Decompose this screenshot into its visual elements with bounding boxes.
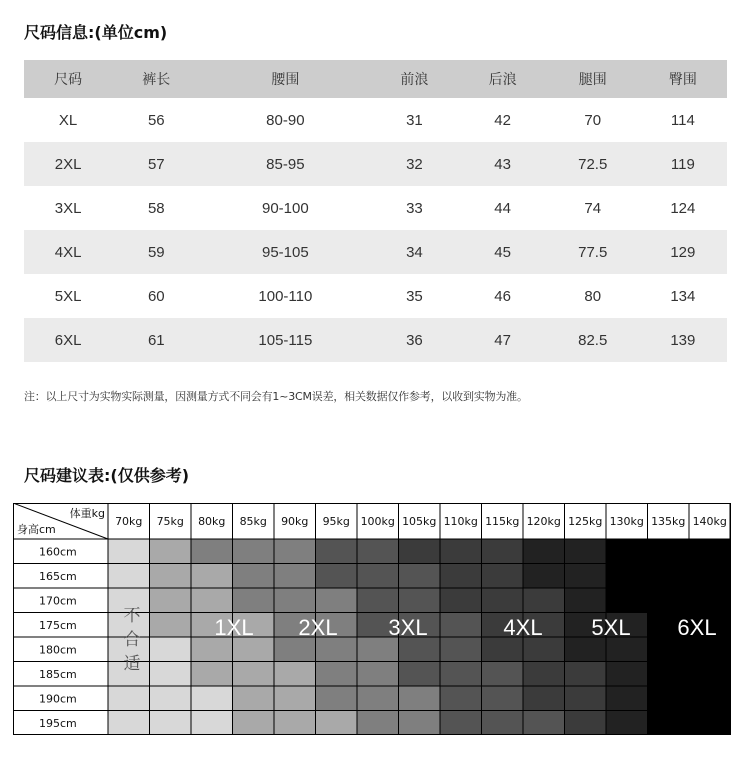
grid-cell xyxy=(274,637,316,662)
table-row xyxy=(24,274,727,318)
weight-header: 70kg xyxy=(115,515,143,528)
grid-cell xyxy=(440,662,482,687)
cell-length: 61 xyxy=(147,331,165,349)
cell-size: XL xyxy=(58,111,78,129)
grid-cell xyxy=(440,711,482,736)
weight-header: 130kg xyxy=(609,515,644,528)
grid-cell xyxy=(150,564,192,589)
unsuitable-label: 不合适 xyxy=(123,606,141,674)
cell-front-rise: 36 xyxy=(406,331,423,349)
table-row xyxy=(24,186,727,230)
header-waist: 腰围 xyxy=(271,72,300,88)
header-thigh: 腿围 xyxy=(578,72,607,88)
grid-cell xyxy=(689,662,731,687)
size-recommend-title: 尺码建议表:(仅供参考) xyxy=(24,466,190,485)
grid-cell xyxy=(399,564,441,589)
weight-header: 75kg xyxy=(156,515,184,528)
weight-header: 95kg xyxy=(322,515,350,528)
grid-cell xyxy=(689,637,731,662)
grid-cell xyxy=(689,564,731,589)
cell-waist: 100-110 xyxy=(258,287,313,305)
height-label: 165cm xyxy=(39,569,77,583)
grid-cell xyxy=(357,564,399,589)
grid-cell xyxy=(565,539,607,564)
height-label: 185cm xyxy=(39,667,77,681)
cell-front-rise: 34 xyxy=(406,243,423,261)
grid-cell xyxy=(399,662,441,687)
cell-size: 6XL xyxy=(54,331,82,349)
grid-cell xyxy=(482,564,524,589)
grid-cell xyxy=(150,588,192,613)
weight-header: 135kg xyxy=(651,515,686,528)
grid-cell xyxy=(440,686,482,711)
table-row xyxy=(24,230,727,274)
grid-cell xyxy=(316,564,358,589)
grid-cell xyxy=(399,711,441,736)
grid-cell xyxy=(523,539,565,564)
grid-cell xyxy=(606,711,648,736)
grid-cell xyxy=(440,539,482,564)
grid-cell xyxy=(440,613,482,638)
grid-cell xyxy=(108,686,150,711)
weight-header: 125kg xyxy=(568,515,603,528)
cell-length: 59 xyxy=(147,243,165,261)
cell-size: 2XL xyxy=(54,155,82,173)
cell-waist: 80-90 xyxy=(266,111,305,129)
grid-cell xyxy=(191,662,233,687)
cell-size: 5XL xyxy=(54,287,82,305)
corner-weight-label: 体重kg xyxy=(69,507,105,520)
grid-cell xyxy=(648,564,690,589)
header-back-rise: 后浪 xyxy=(488,72,517,88)
cell-thigh: 74 xyxy=(584,199,602,217)
cell-thigh: 82.5 xyxy=(578,331,608,349)
weight-header: 115kg xyxy=(485,515,520,528)
grid-cell xyxy=(274,662,316,687)
grid-cell xyxy=(606,637,648,662)
grid-cell xyxy=(316,588,358,613)
header-length: 裤长 xyxy=(142,72,171,88)
grid-cell xyxy=(357,711,399,736)
grid-cell xyxy=(233,711,275,736)
grid-cell xyxy=(565,564,607,589)
grid-cell xyxy=(233,662,275,687)
cell-thigh: 72.5 xyxy=(578,155,608,173)
height-label: 195cm xyxy=(39,716,77,730)
header-size: 尺码 xyxy=(54,72,83,88)
grid-cell xyxy=(233,588,275,613)
size-zone-label-2xl: 2XL xyxy=(298,614,338,640)
cell-hip: 134 xyxy=(670,287,696,305)
grid-cell xyxy=(565,662,607,687)
grid-cell xyxy=(440,588,482,613)
size-zone-label-3xl: 3XL xyxy=(388,614,428,640)
height-label: 170cm xyxy=(39,594,77,608)
size-zone-label-5xl: 5XL xyxy=(591,614,631,640)
cell-back-rise: 45 xyxy=(494,243,511,261)
grid-cell xyxy=(482,588,524,613)
cell-back-rise: 47 xyxy=(494,331,511,349)
size-zone-label-6xl: 6XL xyxy=(677,614,717,640)
cell-front-rise: 33 xyxy=(406,199,423,217)
grid-cell xyxy=(316,539,358,564)
cell-back-rise: 42 xyxy=(494,111,511,129)
grid-cell xyxy=(150,662,192,687)
grid-cell xyxy=(689,588,731,613)
grid-cell xyxy=(357,539,399,564)
size-info-table xyxy=(24,60,727,362)
grid-cell xyxy=(482,539,524,564)
grid-cell xyxy=(399,637,441,662)
grid-cell xyxy=(689,539,731,564)
cell-length: 60 xyxy=(147,287,165,305)
grid-cell xyxy=(108,539,150,564)
cell-thigh: 77.5 xyxy=(578,243,608,261)
grid-cell xyxy=(606,686,648,711)
grid-cell xyxy=(357,588,399,613)
grid-cell xyxy=(357,686,399,711)
grid-cell xyxy=(523,564,565,589)
grid-cell xyxy=(689,686,731,711)
cell-waist: 105-115 xyxy=(258,331,313,349)
grid-cell xyxy=(316,711,358,736)
cell-back-rise: 43 xyxy=(494,155,511,173)
cell-thigh: 70 xyxy=(584,111,602,129)
grid-cell xyxy=(399,686,441,711)
grid-cell xyxy=(108,564,150,589)
weight-header: 80kg xyxy=(198,515,226,528)
size-zone-label-4xl: 4XL xyxy=(503,614,543,640)
grid-cell xyxy=(274,686,316,711)
height-label: 175cm xyxy=(39,618,77,632)
grid-cell xyxy=(108,711,150,736)
grid-cell xyxy=(357,637,399,662)
height-label: 180cm xyxy=(39,643,77,657)
grid-cell xyxy=(399,539,441,564)
weight-header: 105kg xyxy=(402,515,437,528)
cell-front-rise: 31 xyxy=(406,111,423,129)
grid-cell xyxy=(689,711,731,736)
cell-front-rise: 35 xyxy=(406,287,423,305)
grid-cell xyxy=(316,662,358,687)
grid-cell xyxy=(523,637,565,662)
grid-cell xyxy=(191,637,233,662)
weight-header: 100kg xyxy=(360,515,395,528)
grid-cell xyxy=(606,564,648,589)
grid-cell xyxy=(233,637,275,662)
grid-cell xyxy=(191,539,233,564)
cell-waist: 90-100 xyxy=(262,199,309,217)
grid-cell xyxy=(648,539,690,564)
header-front-rise: 前浪 xyxy=(400,72,429,88)
height-label: 160cm xyxy=(39,545,77,559)
size-zone-label-1xl: 1XL xyxy=(214,614,254,640)
grid-cell xyxy=(440,637,482,662)
grid-cell xyxy=(274,539,316,564)
size-recommend-chart xyxy=(13,503,740,736)
weight-header: 140kg xyxy=(692,515,727,528)
table-row xyxy=(24,142,727,186)
cell-front-rise: 32 xyxy=(406,155,423,173)
grid-cell xyxy=(150,539,192,564)
cell-thigh: 80 xyxy=(584,287,602,305)
cell-size: 3XL xyxy=(54,199,82,217)
grid-cell xyxy=(274,564,316,589)
grid-cell xyxy=(648,686,690,711)
weight-header: 110kg xyxy=(443,515,478,528)
grid-cell xyxy=(523,588,565,613)
cell-hip: 139 xyxy=(670,331,696,349)
grid-cell xyxy=(482,662,524,687)
grid-cell xyxy=(191,686,233,711)
grid-cell xyxy=(274,588,316,613)
grid-cell xyxy=(482,686,524,711)
cell-hip: 129 xyxy=(670,243,696,261)
cell-back-rise: 46 xyxy=(494,287,511,305)
cell-length: 56 xyxy=(147,111,165,129)
cell-waist: 85-95 xyxy=(266,155,305,173)
grid-cell xyxy=(648,711,690,736)
grid-cell xyxy=(150,637,192,662)
grid-cell xyxy=(440,564,482,589)
grid-cell xyxy=(316,637,358,662)
grid-cell xyxy=(606,588,648,613)
grid-cell xyxy=(523,711,565,736)
grid-cell xyxy=(150,711,192,736)
grid-cell xyxy=(565,637,607,662)
header-hip: 臀围 xyxy=(668,72,697,88)
grid-cell xyxy=(150,686,192,711)
grid-cell xyxy=(399,588,441,613)
cell-hip: 114 xyxy=(670,111,695,129)
cell-length: 58 xyxy=(147,199,165,217)
grid-cell xyxy=(357,662,399,687)
grid-cell xyxy=(191,588,233,613)
cell-back-rise: 44 xyxy=(494,199,511,217)
cell-size: 4XL xyxy=(54,243,82,261)
grid-cell xyxy=(648,662,690,687)
cell-hip: 124 xyxy=(670,199,696,217)
grid-cell xyxy=(565,588,607,613)
table-row xyxy=(24,318,727,362)
grid-cell xyxy=(274,711,316,736)
grid-cell xyxy=(523,686,565,711)
weight-header: 85kg xyxy=(239,515,267,528)
height-label: 190cm xyxy=(39,692,77,706)
grid-cell xyxy=(482,637,524,662)
grid-cell xyxy=(648,588,690,613)
grid-cell xyxy=(482,711,524,736)
grid-cell xyxy=(606,662,648,687)
grid-cell xyxy=(606,539,648,564)
weight-header: 120kg xyxy=(526,515,561,528)
grid-cell xyxy=(648,637,690,662)
grid-cell xyxy=(316,686,358,711)
grid-cell xyxy=(565,686,607,711)
grid-cell xyxy=(233,564,275,589)
grid-cell xyxy=(565,711,607,736)
cell-hip: 119 xyxy=(670,155,695,173)
size-info-title: 尺码信息:(单位cm) xyxy=(24,23,168,42)
grid-cell xyxy=(191,564,233,589)
grid-cell xyxy=(191,711,233,736)
corner-height-label: 身高cm xyxy=(17,523,56,536)
grid-cell xyxy=(150,613,192,638)
table-row xyxy=(24,98,727,142)
cell-waist: 95-105 xyxy=(262,243,309,261)
size-table-header xyxy=(24,60,727,98)
cell-length: 57 xyxy=(147,155,165,173)
measurement-note: 注：以上尺寸为实物实际测量，因测量方式不同会有1~3CM误差，相关数据仅作参考，以收到实物为准。 xyxy=(24,390,528,403)
weight-header: 90kg xyxy=(281,515,309,528)
grid-cell xyxy=(233,686,275,711)
grid-cell xyxy=(233,539,275,564)
grid-cell xyxy=(523,662,565,687)
